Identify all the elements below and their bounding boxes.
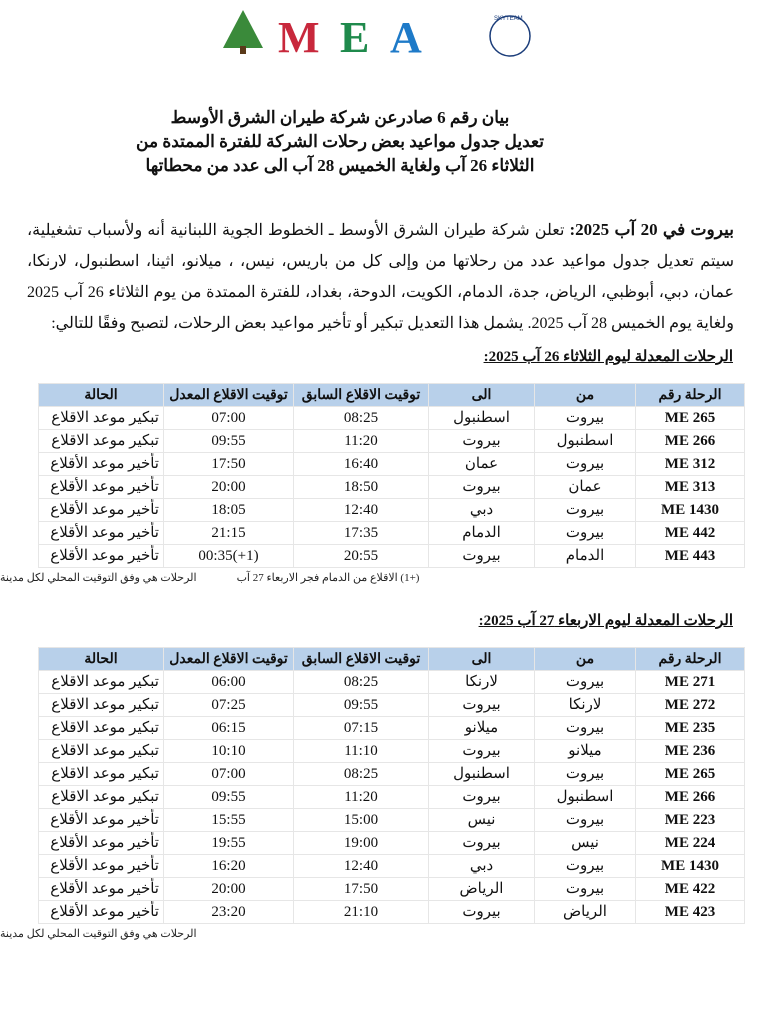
destination-cell: بيروت [429, 476, 535, 499]
destination-cell: بيروت [429, 901, 535, 924]
destination-cell: لارنكا [429, 671, 535, 694]
table-row [39, 809, 745, 832]
status-cell: تبكير موعد الاقلاع [39, 694, 164, 717]
status-cell: تبكير موعد الاقلاع [39, 763, 164, 786]
intro-body: تعلن شركة طيران الشرق الأوسط ـ الخطوط الجوية اللبنانية أنه ولأسباب تشغيلية، سيتم تعديل جدول مواعيد عدد من رحلاتها من وإلى كل من باريس، نيس، ، ميلانو، اثينا، اسطنبول، لارنكا، عمان، دبي، أبوظبي، الرياض، جدة، الدمام، الكويت، الدوحة، بغداد، للفترة الممتدة من يوم الثلاثاء 26 آب 2025 ولغاية يوم الخميس 28 آب 2025. يشمل هذا التعديل تبكير أو تأخير مواعيد بعض الرحلات، لتصبح وفقًا للتالي: [27, 222, 734, 332]
flight-number-cell: ME 224 [636, 832, 745, 855]
old-departure-cell: 08:25 [294, 763, 429, 786]
new-departure-cell: 18:05 [164, 499, 294, 522]
status-cell: تبكير موعد الاقلاع [39, 740, 164, 763]
status-cell: تأخير موعد الأقلاع [39, 453, 164, 476]
destination-cell: دبي [429, 855, 535, 878]
flight-number-cell: ME 271 [636, 671, 745, 694]
title-line: بيان رقم 6 صادرعن شركة طيران الشرق الأوسط [170, 108, 510, 127]
table-row [39, 407, 745, 430]
old-departure-cell: 07:15 [294, 717, 429, 740]
new-departure-cell: 23:20 [164, 901, 294, 924]
table-row [39, 740, 745, 763]
table-row [39, 430, 745, 453]
destination-cell: ميلانو [429, 717, 535, 740]
origin-cell: بيروت [535, 717, 636, 740]
table-notes [0, 571, 738, 585]
column-header: الى [429, 648, 535, 671]
status-cell: تبكير موعد الاقلاع [39, 786, 164, 809]
status-cell: تأخير موعد الأقلاع [39, 832, 164, 855]
skyteam-icon [490, 16, 530, 56]
column-header: الحالة [39, 384, 164, 407]
flight-number-cell: ME 266 [636, 430, 745, 453]
origin-cell: بيروت [535, 878, 636, 901]
mea-logo [218, 8, 548, 60]
origin-cell: بيروت [535, 522, 636, 545]
status-cell: تبكير موعد الاقلاع [39, 407, 164, 430]
origin-cell: بيروت [535, 855, 636, 878]
status-cell: تأخير موعد الأقلاع [39, 545, 164, 568]
svg-text:E: E [340, 13, 370, 60]
origin-cell: اسطنبول [535, 430, 636, 453]
column-header: توقيت الاقلاع السابق [294, 384, 429, 407]
column-header: الحالة [39, 648, 164, 671]
old-departure-cell: 17:50 [294, 878, 429, 901]
column-header: توقيت الاقلاع السابق [294, 648, 429, 671]
table-row [39, 832, 745, 855]
flight-number-cell: ME 265 [636, 763, 745, 786]
old-departure-cell: 09:55 [294, 694, 429, 717]
destination-cell: بيروت [429, 694, 535, 717]
new-departure-cell: 06:15 [164, 717, 294, 740]
destination-cell: دبي [429, 499, 535, 522]
old-departure-cell: 19:00 [294, 832, 429, 855]
destination-cell: الدمام [429, 522, 535, 545]
status-cell: تأخير موعد الأقلاع [39, 855, 164, 878]
flight-number-cell: ME 443 [636, 545, 745, 568]
old-departure-cell: 12:40 [294, 855, 429, 878]
old-departure-cell: 08:25 [294, 671, 429, 694]
section-heading: الرحلات المعدلة ليوم الاربعاء 27 آب 2025: [478, 613, 733, 629]
flight-number-cell: ME 313 [636, 476, 745, 499]
new-departure-cell: 15:55 [164, 809, 294, 832]
origin-cell: الرياض [535, 901, 636, 924]
new-departure-cell: 19:55 [164, 832, 294, 855]
table-row [39, 717, 745, 740]
new-departure-cell: 09:55 [164, 430, 294, 453]
status-cell: تبكير موعد الاقلاع [39, 430, 164, 453]
destination-cell: عمان [429, 453, 535, 476]
origin-cell: بيروت [535, 809, 636, 832]
new-departure-cell: 21:15 [164, 522, 294, 545]
new-departure-cell: 06:00 [164, 671, 294, 694]
destination-cell: بيروت [429, 545, 535, 568]
new-departure-cell: 20:00 [164, 476, 294, 499]
new-departure-cell: 16:20 [164, 855, 294, 878]
new-departure-cell: (1+)00:35 [164, 545, 294, 568]
status-cell: تأخير موعد الأقلاع [39, 901, 164, 924]
destination-cell: بيروت [429, 832, 535, 855]
origin-cell: نيس [535, 832, 636, 855]
origin-cell: بيروت [535, 499, 636, 522]
old-departure-cell: 18:50 [294, 476, 429, 499]
old-departure-cell: 11:20 [294, 786, 429, 809]
origin-cell: اسطنبول [535, 786, 636, 809]
origin-cell: عمان [535, 476, 636, 499]
origin-cell: بيروت [535, 407, 636, 430]
old-departure-cell: 08:25 [294, 407, 429, 430]
table-notes [0, 927, 738, 941]
status-cell: تأخير موعد الأقلاع [39, 878, 164, 901]
origin-cell: الدمام [535, 545, 636, 568]
origin-cell: بيروت [535, 453, 636, 476]
destination-cell: الرياض [429, 878, 535, 901]
flight-number-cell: ME 423 [636, 901, 745, 924]
column-header: الرحلة رقم [636, 384, 745, 407]
new-departure-cell: 07:00 [164, 763, 294, 786]
flight-number-cell: ME 265 [636, 407, 745, 430]
old-departure-cell: 12:40 [294, 499, 429, 522]
origin-cell: ميلانو [535, 740, 636, 763]
new-departure-cell: 07:00 [164, 407, 294, 430]
flight-number-cell: ME 312 [636, 453, 745, 476]
svg-text:A: A [390, 13, 422, 60]
status-cell: تأخير موعد الأقلاع [39, 499, 164, 522]
table-row [39, 499, 745, 522]
destination-cell: بيروت [429, 740, 535, 763]
origin-cell: بيروت [535, 763, 636, 786]
flight-number-cell: ME 1430 [636, 855, 745, 878]
table-row [39, 901, 745, 924]
flight-number-cell: ME 442 [636, 522, 745, 545]
dateline: بيروت في 20 آب 2025: [569, 220, 734, 239]
destination-cell: اسطنبول [429, 763, 535, 786]
schedule-table-27 [38, 647, 745, 924]
table-row [39, 476, 745, 499]
table-row [39, 545, 745, 568]
table-row [39, 671, 745, 694]
old-departure-cell: 15:00 [294, 809, 429, 832]
old-departure-cell: 16:40 [294, 453, 429, 476]
status-cell: تأخير موعد الأقلاع [39, 809, 164, 832]
flight-number-cell: ME 236 [636, 740, 745, 763]
origin-cell: بيروت [535, 671, 636, 694]
flight-number-cell: ME 422 [636, 878, 745, 901]
title-line: الثلاثاء 26 آب ولغاية الخميس 28 آب الى عدد من محطاتها [145, 156, 535, 175]
old-departure-cell: 20:55 [294, 545, 429, 568]
new-departure-cell: 10:10 [164, 740, 294, 763]
column-header: توقيت الاقلاع المعدل [164, 384, 294, 407]
origin-cell: لارنكا [535, 694, 636, 717]
announcement-title [60, 106, 620, 178]
table-row [39, 878, 745, 901]
header-row [39, 384, 745, 407]
old-departure-cell: 11:10 [294, 740, 429, 763]
title-line: تعديل جدول مواعيد بعض رحلات الشركة للفترة الممتدة من [136, 132, 544, 151]
old-departure-cell: 11:20 [294, 430, 429, 453]
table-row [39, 786, 745, 809]
cedar-icon [223, 10, 263, 54]
table-row [39, 694, 745, 717]
section-heading: الرحلات المعدلة ليوم الثلاثاء 26 آب 2025: [483, 349, 733, 365]
column-header: الرحلة رقم [636, 648, 745, 671]
intro-paragraph [27, 214, 734, 339]
status-cell: تبكير موعد الاقلاع [39, 671, 164, 694]
new-departure-cell: 20:00 [164, 878, 294, 901]
flight-number-cell: ME 266 [636, 786, 745, 809]
svg-text:SKYTEAM: SKYTEAM [494, 16, 523, 22]
column-header: توقيت الاقلاع المعدل [164, 648, 294, 671]
destination-cell: بيروت [429, 430, 535, 453]
table-note: الرحلات هي وفق التوقيت المحلي لكل مدينة [0, 928, 197, 940]
column-header: من [535, 648, 636, 671]
table-note: الرحلات هي وفق التوقيت المحلي لكل مدينة [0, 572, 197, 584]
header-row [39, 648, 745, 671]
flight-number-cell: ME 223 [636, 809, 745, 832]
flight-number-cell: ME 272 [636, 694, 745, 717]
table-row [39, 763, 745, 786]
svg-text:M: M [278, 13, 322, 60]
table-note: (+1) الاقلاع من الدمام فجر الاربعاء 27 آب [236, 572, 420, 584]
new-departure-cell: 09:55 [164, 786, 294, 809]
flight-number-cell: ME 1430 [636, 499, 745, 522]
old-departure-cell: 17:35 [294, 522, 429, 545]
old-departure-cell: 21:10 [294, 901, 429, 924]
new-departure-cell: 17:50 [164, 453, 294, 476]
destination-cell: بيروت [429, 786, 535, 809]
column-header: الى [429, 384, 535, 407]
flight-number-cell: ME 235 [636, 717, 745, 740]
table-row [39, 855, 745, 878]
status-cell: تأخير موعد الأقلاع [39, 522, 164, 545]
schedule-table-26 [38, 383, 745, 568]
column-header: من [535, 384, 636, 407]
status-cell: تأخير موعد الأقلاع [39, 476, 164, 499]
new-departure-cell: 07:25 [164, 694, 294, 717]
table-row [39, 522, 745, 545]
destination-cell: اسطنبول [429, 407, 535, 430]
destination-cell: نيس [429, 809, 535, 832]
table-row [39, 453, 745, 476]
status-cell: تبكير موعد الاقلاع [39, 717, 164, 740]
